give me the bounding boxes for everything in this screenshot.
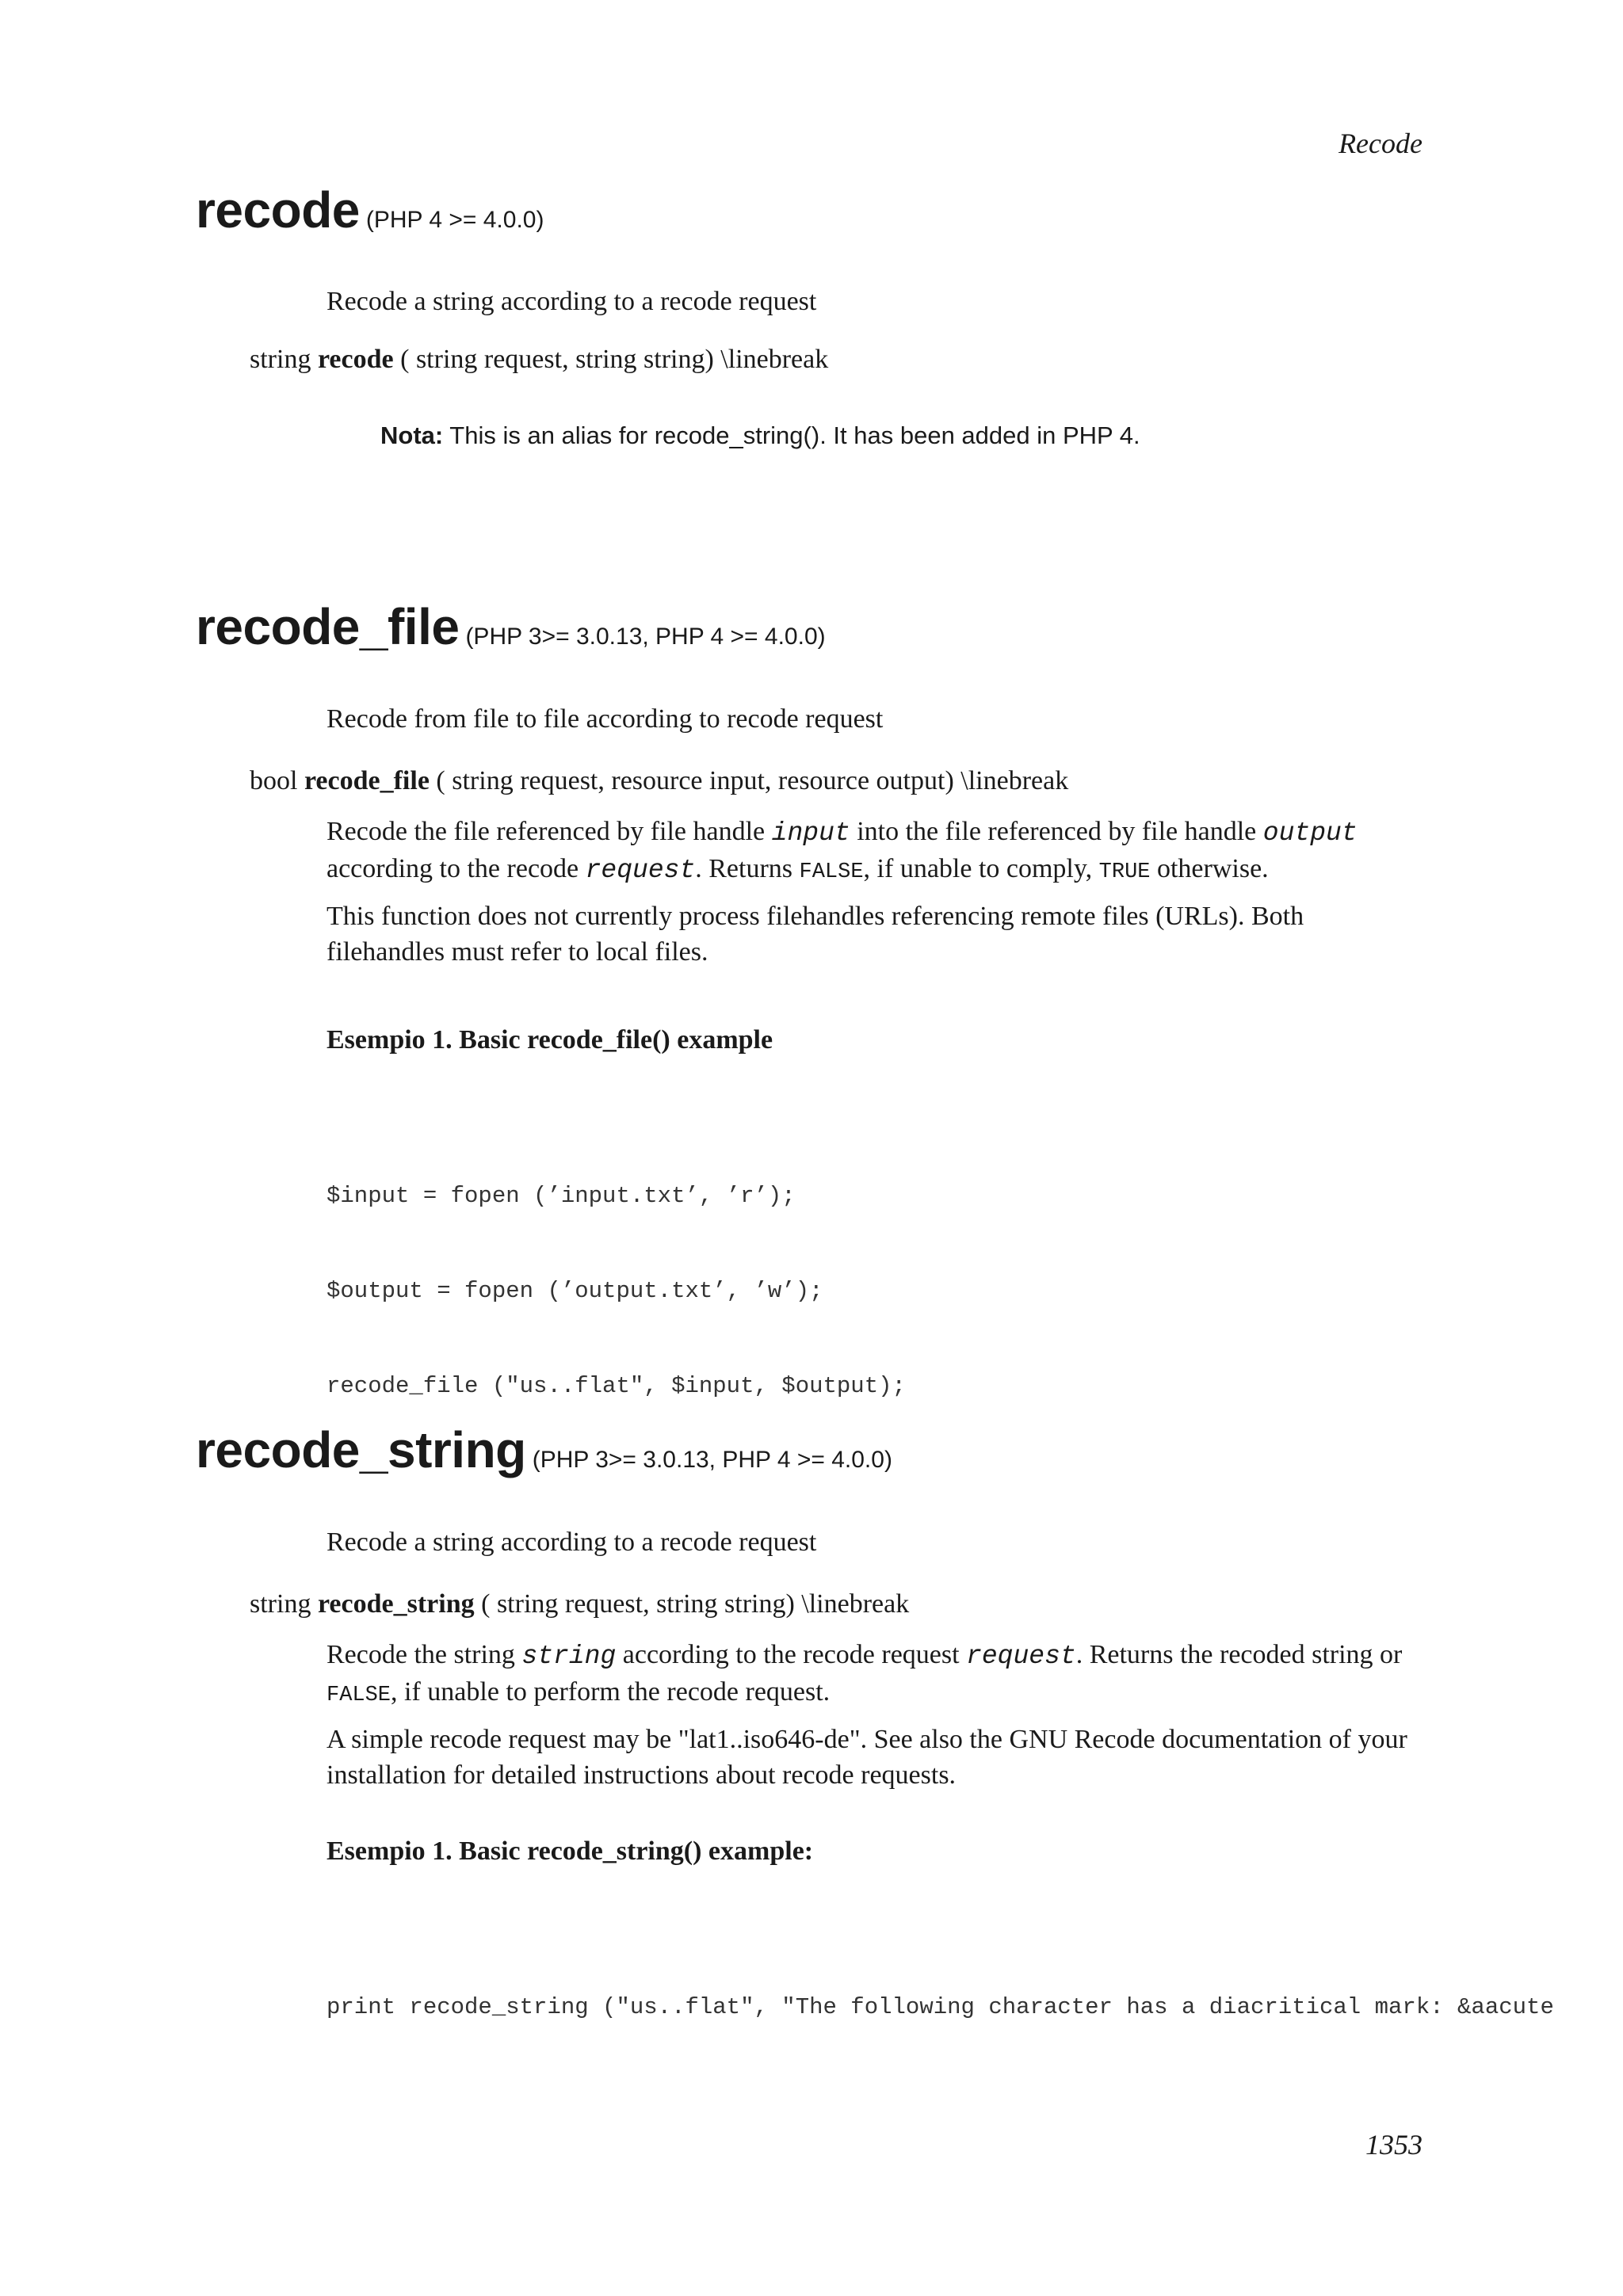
section-title-recode-file	[196, 597, 826, 656]
note	[380, 421, 1140, 450]
constant-false: FALSE	[327, 1684, 391, 1707]
description-line: Recode the string string according to the recode request request. Returns the recoded string or	[327, 1640, 1403, 1671]
example-title: Esempio 1. Basic recode_string() example:	[327, 1836, 814, 1866]
param-string: string	[521, 1642, 617, 1671]
page-number: 1353	[1365, 2129, 1423, 2161]
description-line: A simple recode request may be "lat1..iso646-de". See also the GNU Recode documentation of your	[327, 1725, 1407, 1754]
code-block	[327, 1928, 1554, 2055]
return-type: string	[250, 345, 311, 374]
note-label: Nota:	[380, 421, 444, 449]
section-title-recode-string	[196, 1421, 892, 1479]
description-paragraph	[327, 814, 1358, 891]
synopsis	[250, 345, 828, 375]
synopsis-params: ( string request, string string) \linebreak	[481, 1589, 910, 1619]
param-request: request	[585, 856, 696, 885]
function-name: recode_file	[196, 598, 460, 655]
synopsis	[250, 1589, 909, 1619]
description-line: This function does not currently process filehandles referencing remote files (URLs). Both	[327, 902, 1304, 931]
description-line: filehandles must refer to local files.	[327, 937, 708, 967]
purpose: Recode a string according to a recode request	[327, 287, 817, 316]
synopsis-params: ( string request, resource input, resource output) \linebreak	[436, 766, 1069, 795]
constant-true: TRUE	[1098, 860, 1151, 884]
synopsis-function-name: recode	[317, 345, 394, 374]
code-line: $output = fopen (’output.txt’, ’w’);	[327, 1278, 823, 1304]
return-type: bool	[250, 766, 298, 795]
function-name: recode	[196, 181, 360, 238]
synopsis-function-name: recode_file	[304, 766, 430, 795]
description-line: Recode the file referenced by file handle input into the file referenced by file handle output	[327, 817, 1358, 848]
function-name: recode_string	[196, 1421, 526, 1478]
code-block	[327, 1117, 906, 1434]
description-line: FALSE, if unable to perform the recode request.	[327, 1677, 831, 1707]
code-line: print recode_string ("us..flat", "The following character has a diacritical mark: &aacute	[327, 1994, 1554, 2020]
since-version: (PHP 4 >= 4.0.0)	[365, 207, 544, 233]
synopsis-function-name: recode_string	[317, 1589, 475, 1619]
constant-false: FALSE	[799, 860, 864, 884]
running-header: Recode	[1338, 128, 1423, 159]
return-type: string	[250, 1589, 311, 1619]
synopsis-params: ( string request, string string) \linebreak	[400, 345, 829, 374]
note-text: This is an alias for recode_string(). It has been added in PHP 4.	[449, 421, 1140, 449]
synopsis	[250, 766, 1068, 796]
code-line: recode_file ("us..flat", $input, $output);	[327, 1373, 906, 1399]
description-line: according to the recode request. Returns FALSE, if unable to comply, TRUE otherwise.	[327, 854, 1269, 885]
description-paragraph	[327, 898, 1304, 970]
purpose: Recode a string according to a recode request	[327, 1527, 817, 1557]
param-output: output	[1262, 818, 1358, 848]
purpose: Recode from file to file according to recode request	[327, 704, 884, 734]
param-request: request	[966, 1642, 1076, 1671]
description-paragraph	[327, 1722, 1407, 1793]
description-paragraph	[327, 1637, 1402, 1714]
code-line: $input = fopen (’input.txt’, ’r’);	[327, 1183, 796, 1209]
param-input: input	[771, 818, 850, 848]
since-version: (PHP 3>= 3.0.13, PHP 4 >= 4.0.0)	[465, 624, 826, 650]
description-line: installation for detailed instructions about recode requests.	[327, 1760, 957, 1790]
section-title-recode	[196, 181, 544, 239]
example-title: Esempio 1. Basic recode_file() example	[327, 1025, 773, 1055]
since-version: (PHP 3>= 3.0.13, PHP 4 >= 4.0.0)	[532, 1447, 892, 1473]
